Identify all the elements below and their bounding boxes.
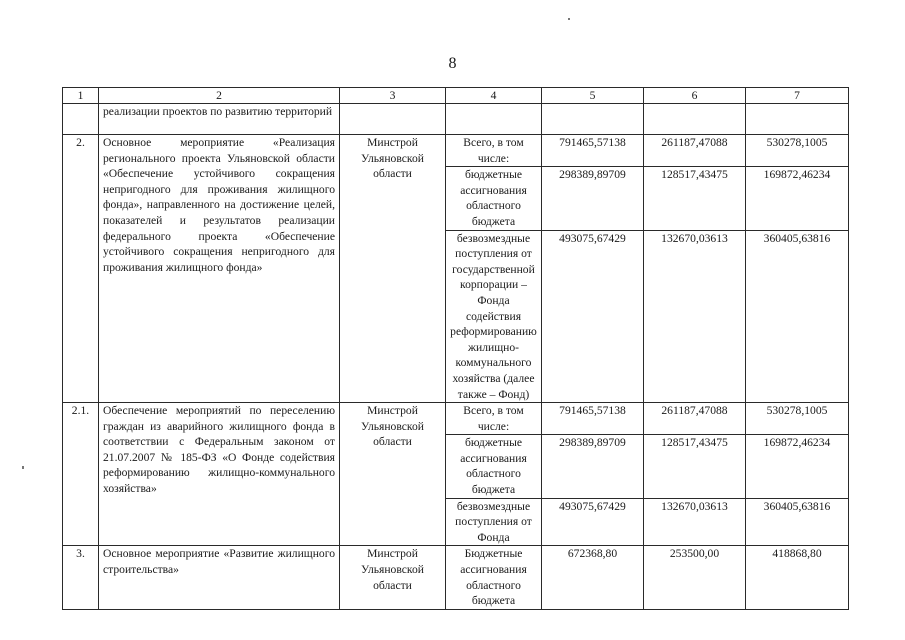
value-col6: 128517,43475 xyxy=(644,435,746,498)
header-cell: 7 xyxy=(746,88,849,104)
value-col7: 360405,63816 xyxy=(746,230,849,403)
measure-name: Основное мероприятие «Реализация регионального проекта Ульяновской области «Обеспечение устойчивого сокращения непригодного для проживания жилищного фонда», направленного на достижение целей, показателей и результатов реализации федерального проекта «Обеспечение устойчивого сокращения непригодного для проживания жилищного фонда» xyxy=(99,135,340,403)
value-col5: 298389,89709 xyxy=(542,435,644,498)
scan-mark xyxy=(22,466,24,469)
value-col5: 298389,89709 xyxy=(542,167,644,230)
value-col7: 418868,80 xyxy=(746,546,849,609)
header-cell: 1 xyxy=(63,88,99,104)
table-row xyxy=(63,546,849,609)
funding-source: бюджетные ассигнования областного бюджета xyxy=(446,435,542,498)
measure-name: Основное мероприятие «Развитие жилищного строительства» xyxy=(99,546,340,609)
table-row xyxy=(63,403,849,435)
funding-source: бюджетные ассигнования областного бюджета xyxy=(446,167,542,230)
funding-source: Всего, в том числе: xyxy=(446,403,542,435)
row-number xyxy=(63,104,99,135)
measure-name: реализации проектов по развитию территорий xyxy=(99,104,340,135)
header-cell: 2 xyxy=(99,88,340,104)
funding-source: Бюджетные ассигнования областного бюджета xyxy=(446,546,542,609)
value-col7: 360405,63816 xyxy=(746,498,849,546)
value-col5: 791465,57138 xyxy=(542,135,644,167)
executor: Минстрой Ульяновской области xyxy=(340,135,446,403)
funding-source: безвозмездные поступления от Фонда xyxy=(446,498,542,546)
value-col5: 493075,67429 xyxy=(542,498,644,546)
header-cell: 5 xyxy=(542,88,644,104)
value-col6 xyxy=(644,104,746,135)
row-number: 2. xyxy=(63,135,99,403)
value-col7: 169872,46234 xyxy=(746,167,849,230)
value-col6: 128517,43475 xyxy=(644,167,746,230)
value-col5 xyxy=(542,104,644,135)
value-col6: 132670,03613 xyxy=(644,230,746,403)
header-cell: 4 xyxy=(446,88,542,104)
header-cell: 3 xyxy=(340,88,446,104)
value-col7: 530278,1005 xyxy=(746,135,849,167)
row-number: 2.1. xyxy=(63,403,99,546)
page-number: 8 xyxy=(448,55,457,72)
funding-source: безвозмездные поступления от государственной корпорации – Фонда содействия реформированию жилищно-коммунального хозяйства (далее также – Фонд) xyxy=(446,230,542,403)
value-col7 xyxy=(746,104,849,135)
executor xyxy=(340,104,446,135)
table-row xyxy=(63,104,849,135)
scan-mark xyxy=(568,18,570,20)
value-col5: 493075,67429 xyxy=(542,230,644,403)
value-col5: 672368,80 xyxy=(542,546,644,609)
measure-name: Обеспечение мероприятий по переселению граждан из аварийного жилищного фонда в соответствии с Федеральным законом от 21.07.2007 № 185-ФЗ «О Фонде содействия реформированию жилищно-коммунального хозяйства» xyxy=(99,403,340,546)
executor: Минстрой Ульяновской области xyxy=(340,546,446,609)
value-col5: 791465,57138 xyxy=(542,403,644,435)
value-col7: 169872,46234 xyxy=(746,435,849,498)
table-row xyxy=(63,135,849,167)
header-cell: 6 xyxy=(644,88,746,104)
value-col6: 261187,47088 xyxy=(644,403,746,435)
executor: Минстрой Ульяновской области xyxy=(340,403,446,546)
row-number: 3. xyxy=(63,546,99,609)
value-col7: 530278,1005 xyxy=(746,403,849,435)
value-col6: 261187,47088 xyxy=(644,135,746,167)
value-col6: 132670,03613 xyxy=(644,498,746,546)
table-header-row xyxy=(63,88,849,104)
funding-source xyxy=(446,104,542,135)
program-table xyxy=(62,87,849,610)
funding-source: Всего, в том числе: xyxy=(446,135,542,167)
value-col6: 253500,00 xyxy=(644,546,746,609)
